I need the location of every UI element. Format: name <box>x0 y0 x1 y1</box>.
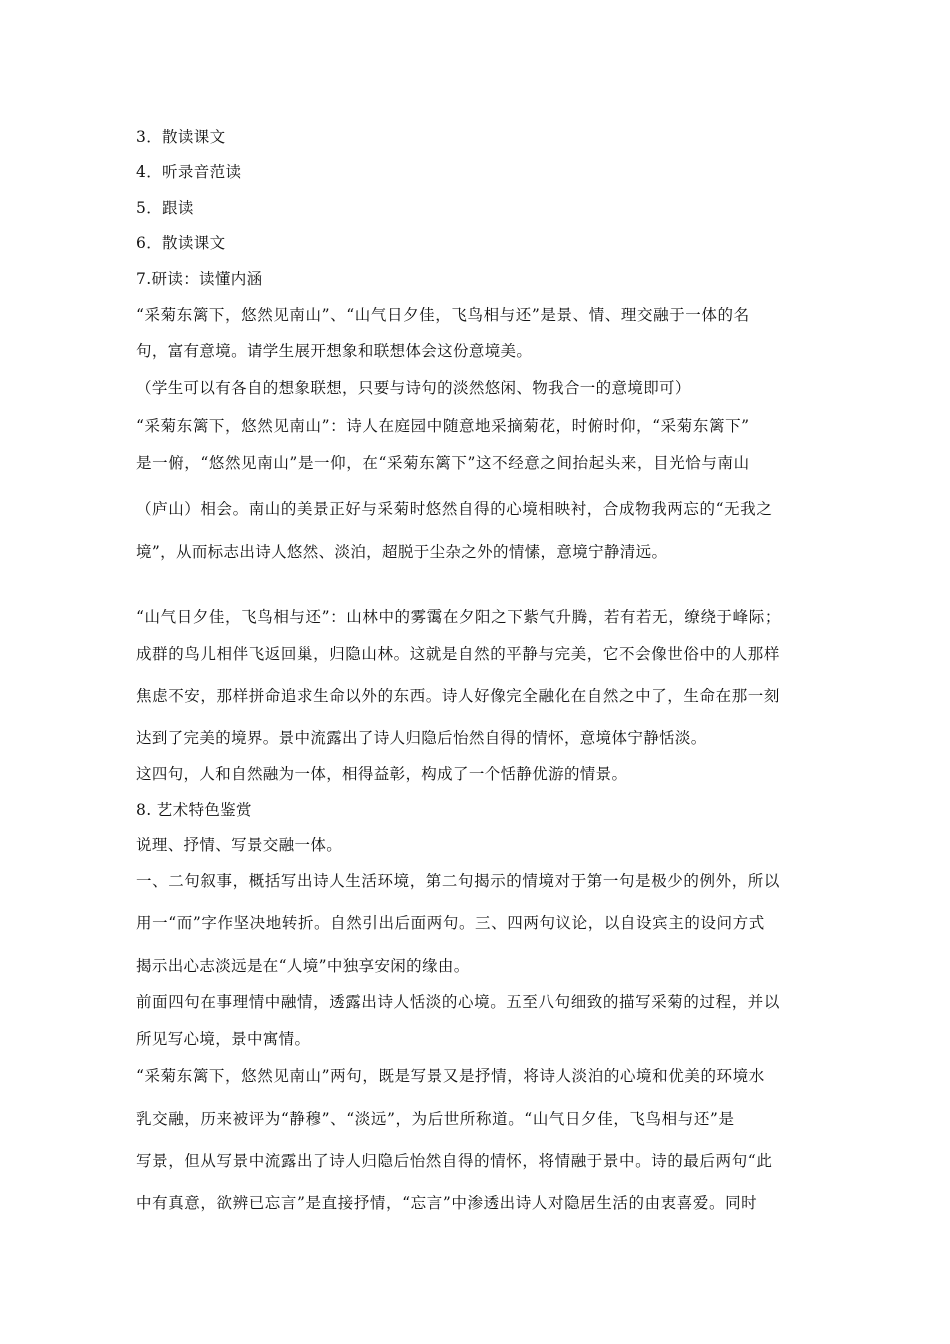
step-8-heading: 8. 艺术特色鉴赏 <box>136 801 252 819</box>
paragraph-line: 是一俯，“悠然见南山”是一仰，在“采菊东篱下”这不经意之间抬起头来，目光恰与南山 <box>136 454 750 472</box>
step-5-heading: 5．跟读 <box>136 199 194 217</box>
paragraph-line: 写景，但从写景中流露出了诗人归隐后怡然自得的情怀，将情融于景中。诗的最后两句“此 <box>136 1152 773 1170</box>
paragraph-line: （庐山）相会。南山的美景正好与采菊时悠然自得的心境相映衬，合成物我两忘的“无我之 <box>136 500 773 518</box>
step-7-heading: 7.研读：读懂内涵 <box>136 270 263 288</box>
paragraph-line: 乳交融，历来被评为“静穆”、“淡远”，为后世所称道。“山气日夕佳，飞鸟相与还”是 <box>136 1110 735 1128</box>
paragraph-line: 成群的鸟儿相伴飞返回巢，归隐山林。这就是自然的平静与完美，它不会像世俗中的人那样 <box>136 645 781 663</box>
step-3-heading: 3．散读课文 <box>136 128 226 146</box>
step-6-heading: 6．散读课文 <box>136 234 226 252</box>
paragraph-line: （学生可以有各自的想象联想，只要与诗句的淡然悠闲、物我合一的意境即可） <box>136 379 691 397</box>
paragraph-line: 揭示出心志淡远是在“人境”中独享安闲的缘由。 <box>136 957 470 975</box>
paragraph-line: 境”，从而标志出诗人悠然、淡泊，超脱于尘杂之外的情愫，意境宁静清远。 <box>136 543 668 561</box>
paragraph-line: 用一“而”字作坚决地转折。自然引出后面两句。三、四两句议论，以自设宾主的设问方式 <box>136 914 765 932</box>
paragraph-line: 这四句，人和自然融为一体，相得益彰，构成了一个恬静优游的情景。 <box>136 765 628 783</box>
paragraph-line: 前面四句在事理情中融情，透露出诗人恬淡的心境。五至八句细致的描写采菊的过程，并以 <box>136 993 781 1011</box>
paragraph-line: 句，富有意境。请学生展开想象和联想体会这份意境美。 <box>136 342 533 360</box>
paragraph-line: “采菊东篱下，悠然见南山”、“山气日夕佳，飞鸟相与还”是景、情、理交融于一体的名 <box>136 306 750 324</box>
paragraph-line: “采菊东篱下，悠然见南山”：诗人在庭园中随意地采摘菊花，时俯时仰，“采菊东篱下” <box>136 417 750 435</box>
paragraph-line: “采菊东篱下，悠然见南山”两句，既是写景又是抒情，将诗人淡泊的心境和优美的环境水 <box>136 1067 765 1085</box>
paragraph-line: 中有真意，欲辨已忘言”是直接抒情，“忘言”中渗透出诗人对隐居生活的由衷喜爱。同时 <box>136 1194 758 1212</box>
paragraph-line: “山气日夕佳，飞鸟相与还”：山林中的雾霭在夕阳之下紫气升腾，若有若无，缭绕于峰际； <box>136 608 781 626</box>
paragraph-line: 一、二句叙事，概括写出诗人生活环境，第二句揭示的情境对于第一句是极少的例外，所以 <box>136 872 781 890</box>
paragraph-line: 达到了完美的境界。景中流露出了诗人归隐后怡然自得的情怀，意境体宁静恬淡。 <box>136 729 707 747</box>
paragraph-line: 说理、抒情、写景交融一体。 <box>136 836 343 854</box>
paragraph-line: 焦虑不安，那样拼命追求生命以外的东西。诗人好像完全融化在自然之中了，生命在那一刻 <box>136 687 781 705</box>
step-4-heading: 4．听录音范读 <box>136 163 242 181</box>
paragraph-line: 所见写心境，景中寓情。 <box>136 1030 311 1048</box>
